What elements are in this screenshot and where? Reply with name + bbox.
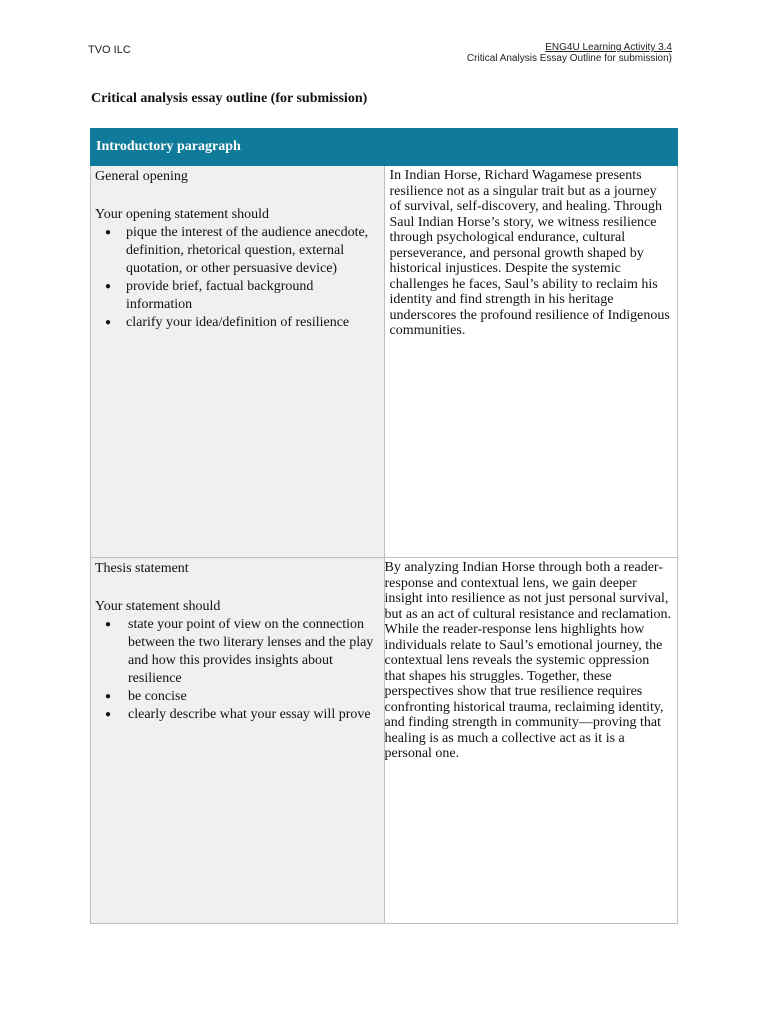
header-org: TVO ILC <box>88 44 131 56</box>
guide-bullet: ● provide brief, factual background information <box>95 278 380 314</box>
row-label: Thesis statement <box>95 561 189 576</box>
guide-bullet: ● be concise <box>95 688 380 706</box>
guide-lead: Your statement should <box>95 599 221 614</box>
row-label: General opening <box>95 169 188 184</box>
section-header-row <box>91 129 678 166</box>
guide-lead: Your opening statement should <box>95 207 269 222</box>
section-title: Introductory paragraph <box>91 129 678 166</box>
guide-bullet: ● pique the interest of the audience anecdote, definition, rhetorical question, external quotation, or other persuasive device) <box>95 224 380 278</box>
guide-cell <box>91 558 385 924</box>
guide-cell <box>91 166 385 558</box>
outline-table <box>90 128 678 924</box>
answer-cell[interactable] <box>384 558 678 924</box>
table-row-general-opening <box>91 166 678 558</box>
table-row-thesis-statement <box>91 558 678 924</box>
page-title: Critical analysis essay outline (for submission) <box>91 91 368 106</box>
guide-bullet: ● state your point of view on the connection between the two literary lenses and the play and how this provides insights about resilience <box>95 616 380 688</box>
guide-bullet: ● clearly describe what your essay will prove <box>95 706 380 724</box>
answer-cell[interactable] <box>384 166 678 558</box>
guide-bullet: ● clarify your idea/definition of resilience <box>95 314 380 332</box>
answer-text[interactable]: In Indian Horse, Richard Wagamese presents resilience not as a singular trait but as a journey of survival, self-discovery, and healing. Through Saul Indian Horse’s story, we witness resilience through psychological endurance, cultural perseverance, and personal growth shaped by historical injustices. Despite the systemic challenges he faces, Saul’s ability to reclaim his identity and find strength in his heritage underscores the profound resilience of Indigenous communities. <box>389 168 670 338</box>
guide-list <box>95 616 380 724</box>
answer-text[interactable]: By analyzing Indian Horse through both a reader-response and contextual lens, we gain deeper insight into resilience as not just personal survival, but as an act of cultural resistance and reclamation. While the reader-response lens highlights how individuals relate to Saul’s emotional journey, the contextual lens reveals the systemic oppression that shapes his struggles. Together, these perspectives show that true resilience requires confronting historical trauma, reclaiming identity, and finding strength in community—proving that healing is as much a collective act as it is a personal one. <box>384 560 671 761</box>
header-activity-block <box>467 42 672 64</box>
guide-list <box>95 224 380 332</box>
header-activity: ENG4U Learning Activity 3.4 <box>545 42 672 53</box>
header-subtitle: Critical Analysis Essay Outline for submission) <box>466 53 672 64</box>
